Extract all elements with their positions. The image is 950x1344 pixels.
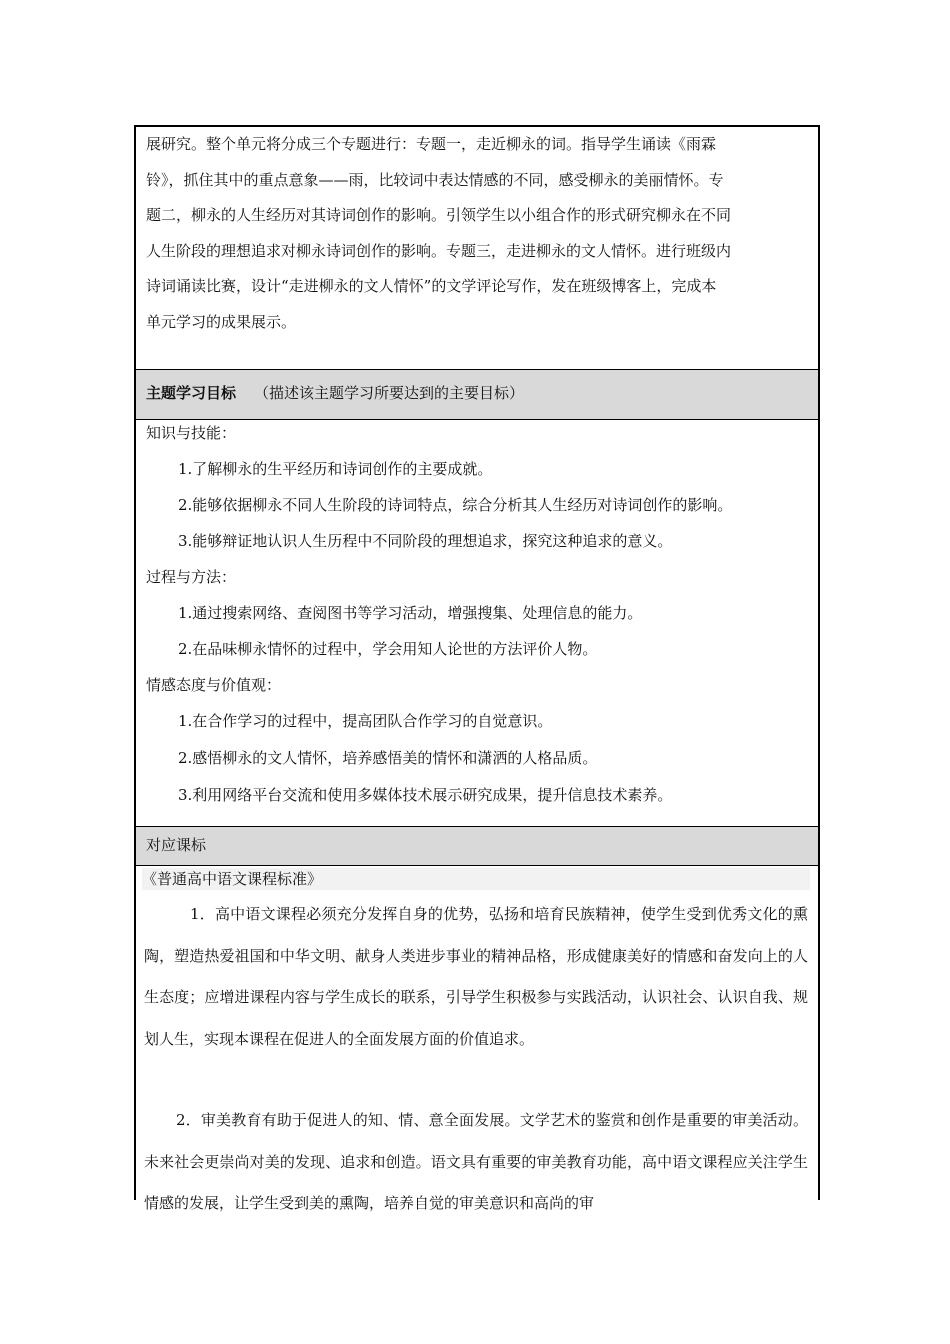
standards-paragraph: 1．高中语文课程必须充分发挥自身的优势，弘扬和培育民族精神，使学生受到优秀文化的熏陶，塑造热爱祖国和中华文明、献身人类进步事业的精神品格，形成健康美好的情感和奋发向上的人生态度；应增进课程内容与学生成长的联系，引导学生积极参与实践活动，认识社会、认识自我、规划人生，实现本课程在促进人的全面发展方面的价值追求。 xyxy=(144,905,808,1048)
intro-line: 单元学习的成果展示。 xyxy=(146,312,297,331)
standards-paragraph: 2．审美教育有助于促进人的知、情、意全面发展。文学艺术的鉴赏和创作是重要的审美活动。未来社会更崇尚对美的发现、追求和创造。语文具有重要的审美教育功能，高中语文课程应关注学生情感的发展，让学生受到美的熏陶，培养自觉的审美意识和高尚的审 xyxy=(144,1111,808,1212)
goal-item: 2.感悟柳永的文人情怀，培养感悟美的情怀和潇洒的人格品质。 xyxy=(178,749,598,767)
goal-item: 3.能够辩证地认识人生历程中不同阶段的理想追求，探究这种追求的意义。 xyxy=(178,532,673,550)
intro-line: 展研究。整个单元将分成三个专题进行：专题一，走近柳永的词。指导学生诵读《雨霖 xyxy=(146,135,717,153)
standards-cell xyxy=(136,866,818,1212)
goal-item: 2.在品味柳永情怀的过程中，学会用知人论世的方法评价人物。 xyxy=(178,640,598,658)
goal-header-subtitle: （描述该主题学习所要达到的主要目标） xyxy=(254,384,525,402)
goal-category-emotion: 情感态度与价值观： xyxy=(146,676,282,694)
intro-line: 铃》，抓住其中的重点意象——雨，比较词中表达情感的不同，感受柳永的美丽情怀。专 xyxy=(146,170,724,189)
goal-item: 1.在合作学习的过程中，提高团队合作学习的自觉意识。 xyxy=(178,712,553,730)
goal-header-title: 主题学习目标 xyxy=(146,384,237,402)
goal-item: 1.了解柳永的生平经历和诗词创作的主要成就。 xyxy=(178,460,493,478)
goal-item: 1.通过搜索网络、查阅图书等学习活动，增强搜集、处理信息的能力。 xyxy=(178,604,643,622)
intro-line: 诗词诵读比赛，设计“走进柳永的文人情怀”的文学评论写作，发在班级博客上，完成本 xyxy=(146,277,717,295)
goal-header-row xyxy=(136,369,818,420)
goal-item: 3.利用网络平台交流和使用多媒体技术展示研究成果，提升信息技术素养。 xyxy=(178,786,673,804)
goal-category-process: 过程与方法： xyxy=(146,568,237,586)
goal-item: 2.能够依据柳永不同人生阶段的诗词特点，综合分析其人生经历对诗词创作的影响。 xyxy=(178,496,733,514)
standards-header-row xyxy=(136,826,818,866)
lesson-plan-table xyxy=(134,125,820,1212)
goal-category-knowledge: 知识与技能： xyxy=(146,424,237,442)
standards-book-title: 《普通高中语文课程标准》 xyxy=(142,868,810,890)
intro-line: 人生阶段的理想追求对柳永诗词创作的影响。专题三，走进柳永的文人情怀。进行班级内 xyxy=(146,241,732,260)
goals-cell xyxy=(136,420,818,826)
intro-line: 题二，柳永的人生经历对其诗词创作的影响。引领学生以小组合作的形式研究柳永在不同 xyxy=(146,206,732,224)
unit-intro-cell xyxy=(136,127,818,369)
standards-header-title: 对应课标 xyxy=(146,836,207,854)
